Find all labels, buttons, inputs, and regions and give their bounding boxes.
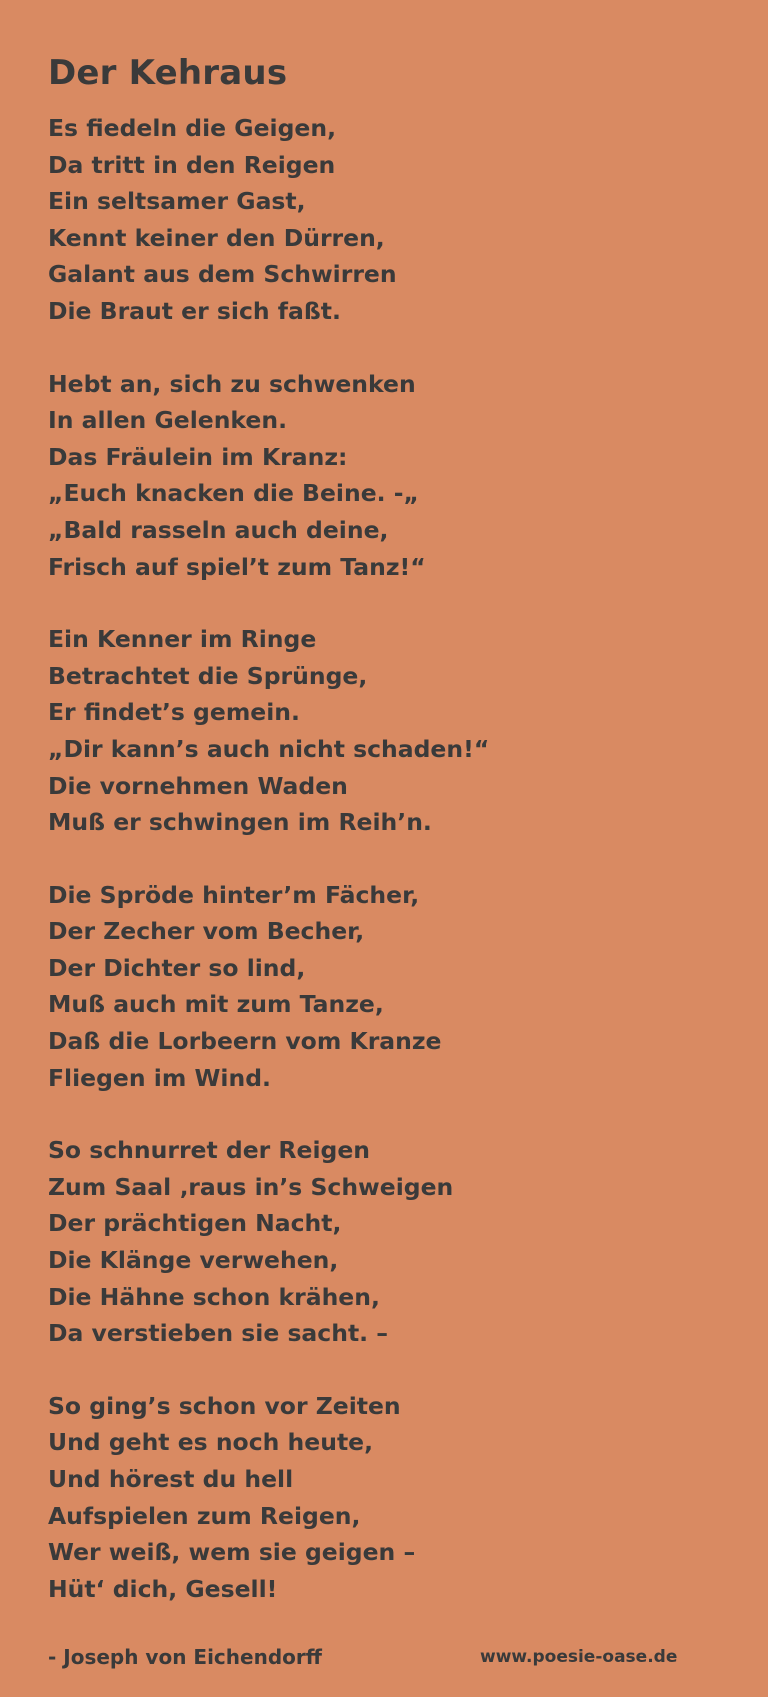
stanza-1 [48,110,728,330]
poem-line: Es fiedeln die Geigen, [48,114,337,142]
poem-line: Betrachtet die Sprünge, [48,661,368,690]
poem-line: Ein seltsamer Gast, [48,187,306,216]
poem-line: „Bald rasseln auch deine, [48,515,389,544]
poem-line: Da verstieben sie sacht. – [48,1319,389,1348]
poem-line: Galant aus dem Schwirren [48,260,397,289]
poem-author: - Joseph von Eichendorff [48,1645,322,1670]
poem-line: Kennt keiner den Dürren, [48,223,385,252]
poem-line: So schnurret der Reigen [48,1136,371,1165]
poem-line: Muß auch mit zum Tanze, [48,990,384,1019]
poem-line: Und geht es noch heute, [48,1428,374,1457]
poem-title: Der Kehraus [48,53,288,93]
poem-line: Aufspielen zum Reigen, [48,1501,361,1530]
poem-line: Das Fräulein im Kranz: [48,442,348,471]
poem-line: Die vornehmen Waden [48,771,348,800]
poem-line: Da tritt in den Reigen [48,150,336,179]
stanza-3 [48,621,728,841]
poem-line: Der prächtigen Nacht, [48,1209,342,1238]
poem-line: Der Dichter so lind, [48,953,306,982]
stanza-5 [48,1132,728,1352]
poem-line: Muß er schwingen im Reih’n. [48,808,432,837]
poem-line: So ging’s schon vor Zeiten [48,1391,401,1420]
poem-line: In allen Gelenken. [48,406,288,435]
poem-line: Zum Saal ‚raus in’s Schweigen [48,1172,454,1201]
poem-line: Die Braut er sich faßt. [48,296,341,325]
stanza-2 [48,366,728,586]
poem-line: Hüt‘ dich, Gesell! [48,1574,278,1603]
poem-card [48,50,728,1671]
poem-line: Der Zecher vom Becher, [48,917,365,946]
poem-line: Fliegen im Wind. [48,1063,271,1092]
poem-line: Er findet’s gemein. [48,698,300,727]
stanza-4 [48,877,728,1097]
poem-line: Ein Kenner im Ringe [48,625,317,654]
website-url[interactable]: www.poesie-oase.de [480,1647,678,1667]
poem-line: „Dir kann’s auch nicht schaden!“ [48,734,490,763]
poem-line: Die Hähne schon krähen, [48,1282,380,1311]
poem-line: Wer weiß, wem sie geigen – [48,1538,416,1567]
poem-line: Hebt an, sich zu schwenken [48,369,416,398]
poem-line: Daß die Lorbeern vom Kranze [48,1027,442,1056]
poem-line: Frisch auf spiel’t zum Tanz!“ [48,552,426,581]
poem-line: Die Spröde hinter’m Fächer, [48,880,420,909]
poem-line: Und hörest du hell [48,1465,294,1493]
stanza-6 [48,1388,728,1608]
poem-line: Die Klänge verwehen, [48,1246,339,1275]
poem-line: „Euch knacken die Beine. -„ [48,479,419,508]
